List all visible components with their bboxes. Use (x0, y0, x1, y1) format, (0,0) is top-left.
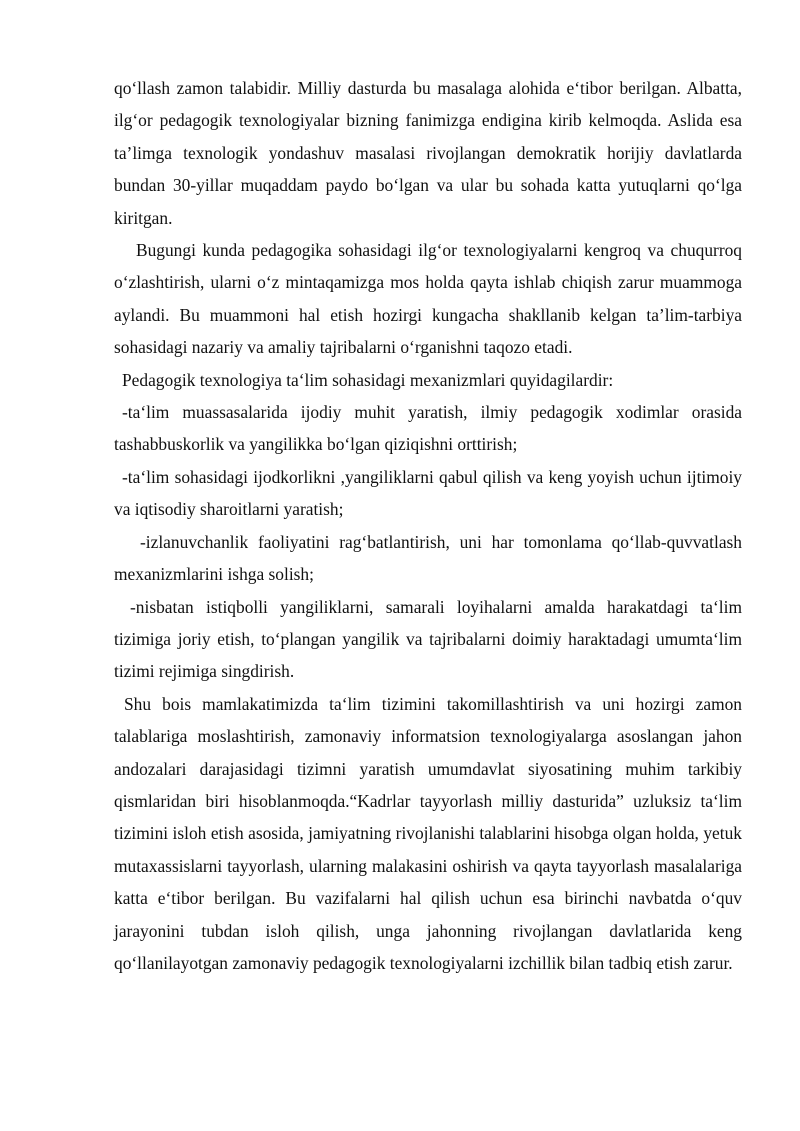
paragraph-3: Pedagogik texnologiya ta‘lim sohasidagi mexanizmlari quyidagilardir: (122, 369, 614, 390)
list-item-1: -ta‘lim muassasalarida ijodiy muhit yaratish, ilmiy pedagogik xodimlar orasida tashabbuskorlik va yangilikka bo‘lgan qiziqishni orttirish; (114, 402, 742, 455)
paragraph-1: qo‘llash zamon talabidir. Milliy dasturda bu masalaga alohida e‘tibor berilgan. Albatta, ilg‘or pedagogik texnologiyalar bizning fanimizga endigina kirib kelmoqda. Aslida esa ta’limga texnologik yondashuv masalasi rivojlangan demokratik horijiy davlatlarda bundan 30-yillar muqaddam paydo bo‘lgan va ular bu sohada katta yutuqlarni qo‘lga kiritgan. (114, 78, 742, 228)
paragraph-4: Shu bois mamlakatimizda ta‘lim tizimini takomillashtirish va uni hozirgi zamon talablariga moslashtirish, zamonaviy informatsion texnologiyalarga asoslangan jahon andozalari darajasidagi tizimni yaratish umumdavlat siyosatining muhim tarkibiy qismlaridan biri hisoblanmoqda.“Kadrlar tayyorlash milliy dasturida” uzluksiz ta‘lim tizimini isloh etish asosida, jamiyatning rivojlanishi talablarini hisobga olgan holda, yetuk mutaxassislarni tayyorlash, ularning malakasini oshirish va qayta tayyorlash masalalariga katta e‘tibor berilgan. Bu vazifalarni hal qilish uchun esa birinchi navbatda o‘quv jarayonini tubdan isloh qilish, unga jahonning rivojlangan davlatlarida keng qo‘llanilayotgan zamonaviy pedagogik texnologiyalarni izchillik bilan tadbiq etish zarur. (114, 693, 742, 973)
list-item-2: -ta‘lim sohasidagi ijodkorlikni ,yangiliklarni qabul qilish va keng yoyish uchun ijtimoiy va iqtisodiy sharoitlarni yaratish; (114, 466, 742, 520)
list-item-3: -izlanuvchanlik faoliyatini rag‘batlantirish, uni har tomonlama qo‘llab-quvvatlash mexanizmlarini ishga solish; (114, 531, 742, 585)
paragraph-2: Bugungi kunda pedagogika sohasidagi ilg‘or texnologiyalarni kengroq va chuqurroq o‘zlashtirish, ularni o‘z mintaqamizga mos holda qayta ishlab chiqish zarur muammoga aylandi. Bu muammoni hal etish hozirgi kungacha shakllanib kelgan ta’lim-tarbiya sohasidagi nazariy va amaliy tajribalarni o‘rganishni taqozo etadi. (114, 240, 742, 358)
list-item-4: -nisbatan istiqbolli yangiliklarni, samarali loyihalarni amalda harakatdagi ta‘lim tizimiga joriy etish, to‘plangan yangilik va tajribalarni doimiy haraktadagi umumta‘lim tizimi rejimiga singdirish. (114, 596, 742, 682)
